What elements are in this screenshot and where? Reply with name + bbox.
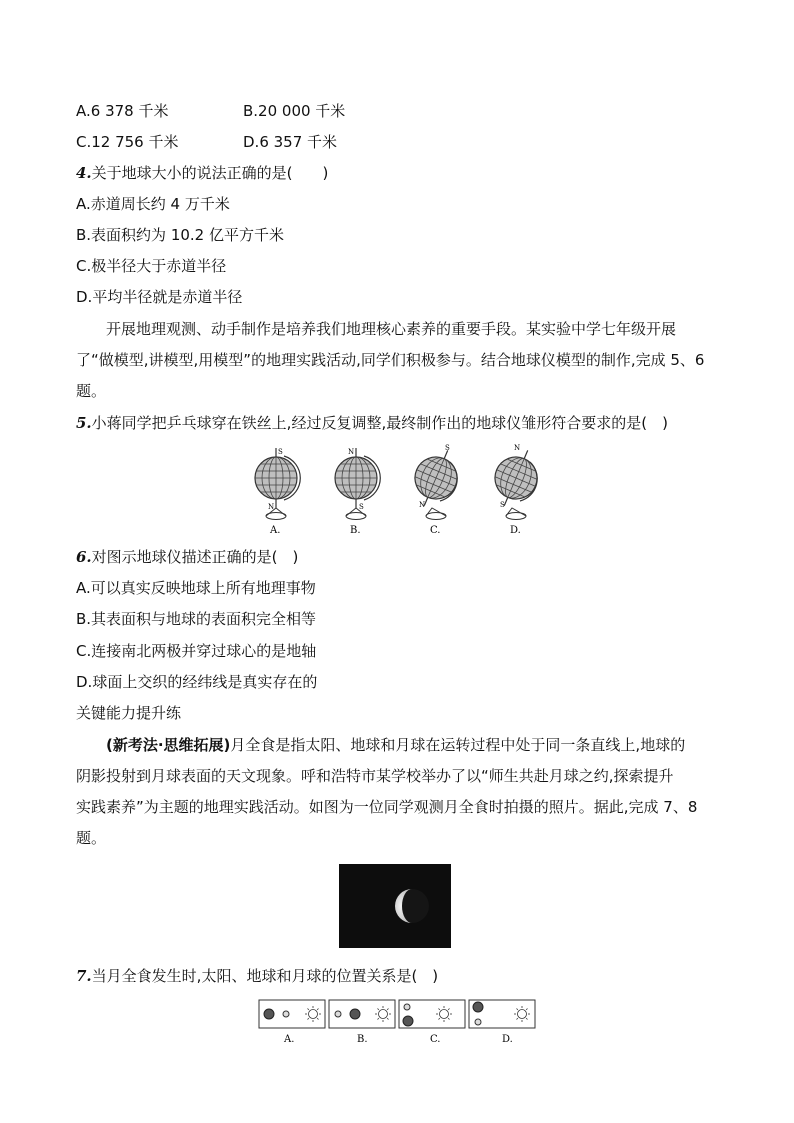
earth-icon — [264, 1009, 274, 1019]
intro-paragraph-line-2: 了“做模型,讲模型,用模型”的地理实践活动,同学们积极参与。结合地球仪模型的制作,完成 5、6 — [76, 351, 705, 369]
question-7-number: 7. — [76, 967, 92, 985]
intro2-line-3: 实践素养”为主题的地理实践活动。如图为一位同学观测月全食时拍摄的照片。据此,完成 7、8 — [76, 798, 698, 816]
option-6a: A.可以真实反映地球上所有地理事物 — [76, 579, 316, 597]
eclipse-label-d: D. — [502, 1034, 513, 1045]
globe-d — [485, 442, 547, 519]
globe-label-c: C. — [430, 525, 441, 536]
option-6c: C.连接南北两极并穿过球心的是地轴 — [76, 642, 317, 660]
question-6 — [76, 547, 298, 567]
option-4c: C.极半径大于赤道半径 — [76, 257, 227, 275]
eclipse-position-figure — [258, 998, 540, 1046]
eclipse-label-c: C. — [430, 1034, 441, 1045]
intro-paragraph-line-1: 开展地理观测、动手制作是培养我们地理核心素养的重要手段。某实验中学七年级开展 — [106, 320, 677, 338]
globe-figure — [244, 442, 550, 538]
moon-svg — [339, 864, 451, 948]
section-heading: 关键能力提升练 — [76, 704, 182, 722]
option-3b: B.20 000 千米 — [243, 102, 346, 120]
intro2-line-2: 阴影投射到月球表面的天文现象。呼和浩特市某学校举办了以“师生共赴月球之约,探索提升 — [76, 767, 674, 785]
question-5-stem: 小蒋同学把乒乓球穿在铁丝上,经过反复调整,最终制作出的地球仪雏形符合要求的是( ) — [91, 414, 668, 432]
eclipse-position-svg — [258, 998, 540, 1046]
moon-icon — [335, 1011, 341, 1017]
globe-figure-svg — [244, 442, 550, 538]
globe-b-bottom-pole: S — [359, 503, 364, 511]
moon-icon — [283, 1011, 289, 1017]
question-6-stem: 对图示地球仪描述正确的是( ) — [91, 548, 299, 566]
globe-b — [335, 448, 380, 520]
question-7-stem: 当月全食发生时,太阳、地球和月球的位置关系是( ) — [91, 967, 439, 985]
panel-b — [329, 1000, 395, 1028]
globe-label-b: B. — [350, 525, 361, 536]
moon-icon — [475, 1019, 481, 1025]
option-4b: B.表面积约为 10.2 亿平方千米 — [76, 226, 284, 244]
globe-label-d: D. — [510, 525, 521, 536]
question-4-number: 4. — [76, 164, 92, 182]
eclipse-label-a: A. — [284, 1034, 295, 1045]
option-3c: C.12 756 千米 — [76, 133, 179, 151]
option-4a: A.赤道周长约 4 万千米 — [76, 195, 230, 213]
intro2-tag: (新考法·思维拓展) — [106, 736, 231, 754]
question-6-number: 6. — [76, 548, 92, 566]
intro-paragraph-line-3: 题。 — [76, 382, 107, 400]
globe-a — [255, 448, 300, 520]
question-7 — [76, 966, 438, 986]
panel-a — [259, 1000, 325, 1028]
intro2-line-1-text: 月全食是指太阳、地球和月球在运转过程中处于同一条直线上,地球的 — [230, 736, 686, 754]
earth-icon — [350, 1009, 360, 1019]
moon-icon — [404, 1004, 410, 1010]
question-5-number: 5. — [76, 414, 92, 432]
option-6d: D.球面上交织的经纬线是真实存在的 — [76, 673, 318, 691]
globe-c — [405, 442, 467, 519]
earth-icon — [473, 1002, 483, 1012]
panel-d — [469, 1000, 535, 1028]
question-4-stem: 关于地球大小的说法正确的是( ) — [91, 164, 329, 182]
intro2-line-1 — [106, 735, 685, 755]
option-4d: D.平均半径就是赤道半径 — [76, 288, 243, 306]
intro2-line-4: 题。 — [76, 829, 107, 847]
globe-a-top-pole: S — [278, 448, 283, 456]
option-6b: B.其表面积与地球的表面积完全相等 — [76, 610, 317, 628]
lunar-eclipse-photo — [339, 864, 451, 948]
earth-icon — [403, 1016, 413, 1026]
panel-c — [399, 1000, 465, 1028]
globe-d-bottom-pole: S — [500, 501, 505, 509]
globe-a-bottom-pole: N — [268, 503, 275, 511]
question-4 — [76, 163, 328, 183]
question-5 — [76, 413, 668, 433]
globe-c-top-pole: S — [445, 444, 450, 452]
globe-c-bottom-pole: N — [419, 501, 426, 509]
globe-label-a: A. — [270, 525, 281, 536]
globe-d-top-pole: N — [514, 444, 521, 452]
option-3a: A.6 378 千米 — [76, 102, 169, 120]
eclipse-label-b: B. — [357, 1034, 368, 1045]
option-3d: D.6 357 千米 — [243, 133, 338, 151]
globe-b-top-pole: N — [348, 448, 355, 456]
